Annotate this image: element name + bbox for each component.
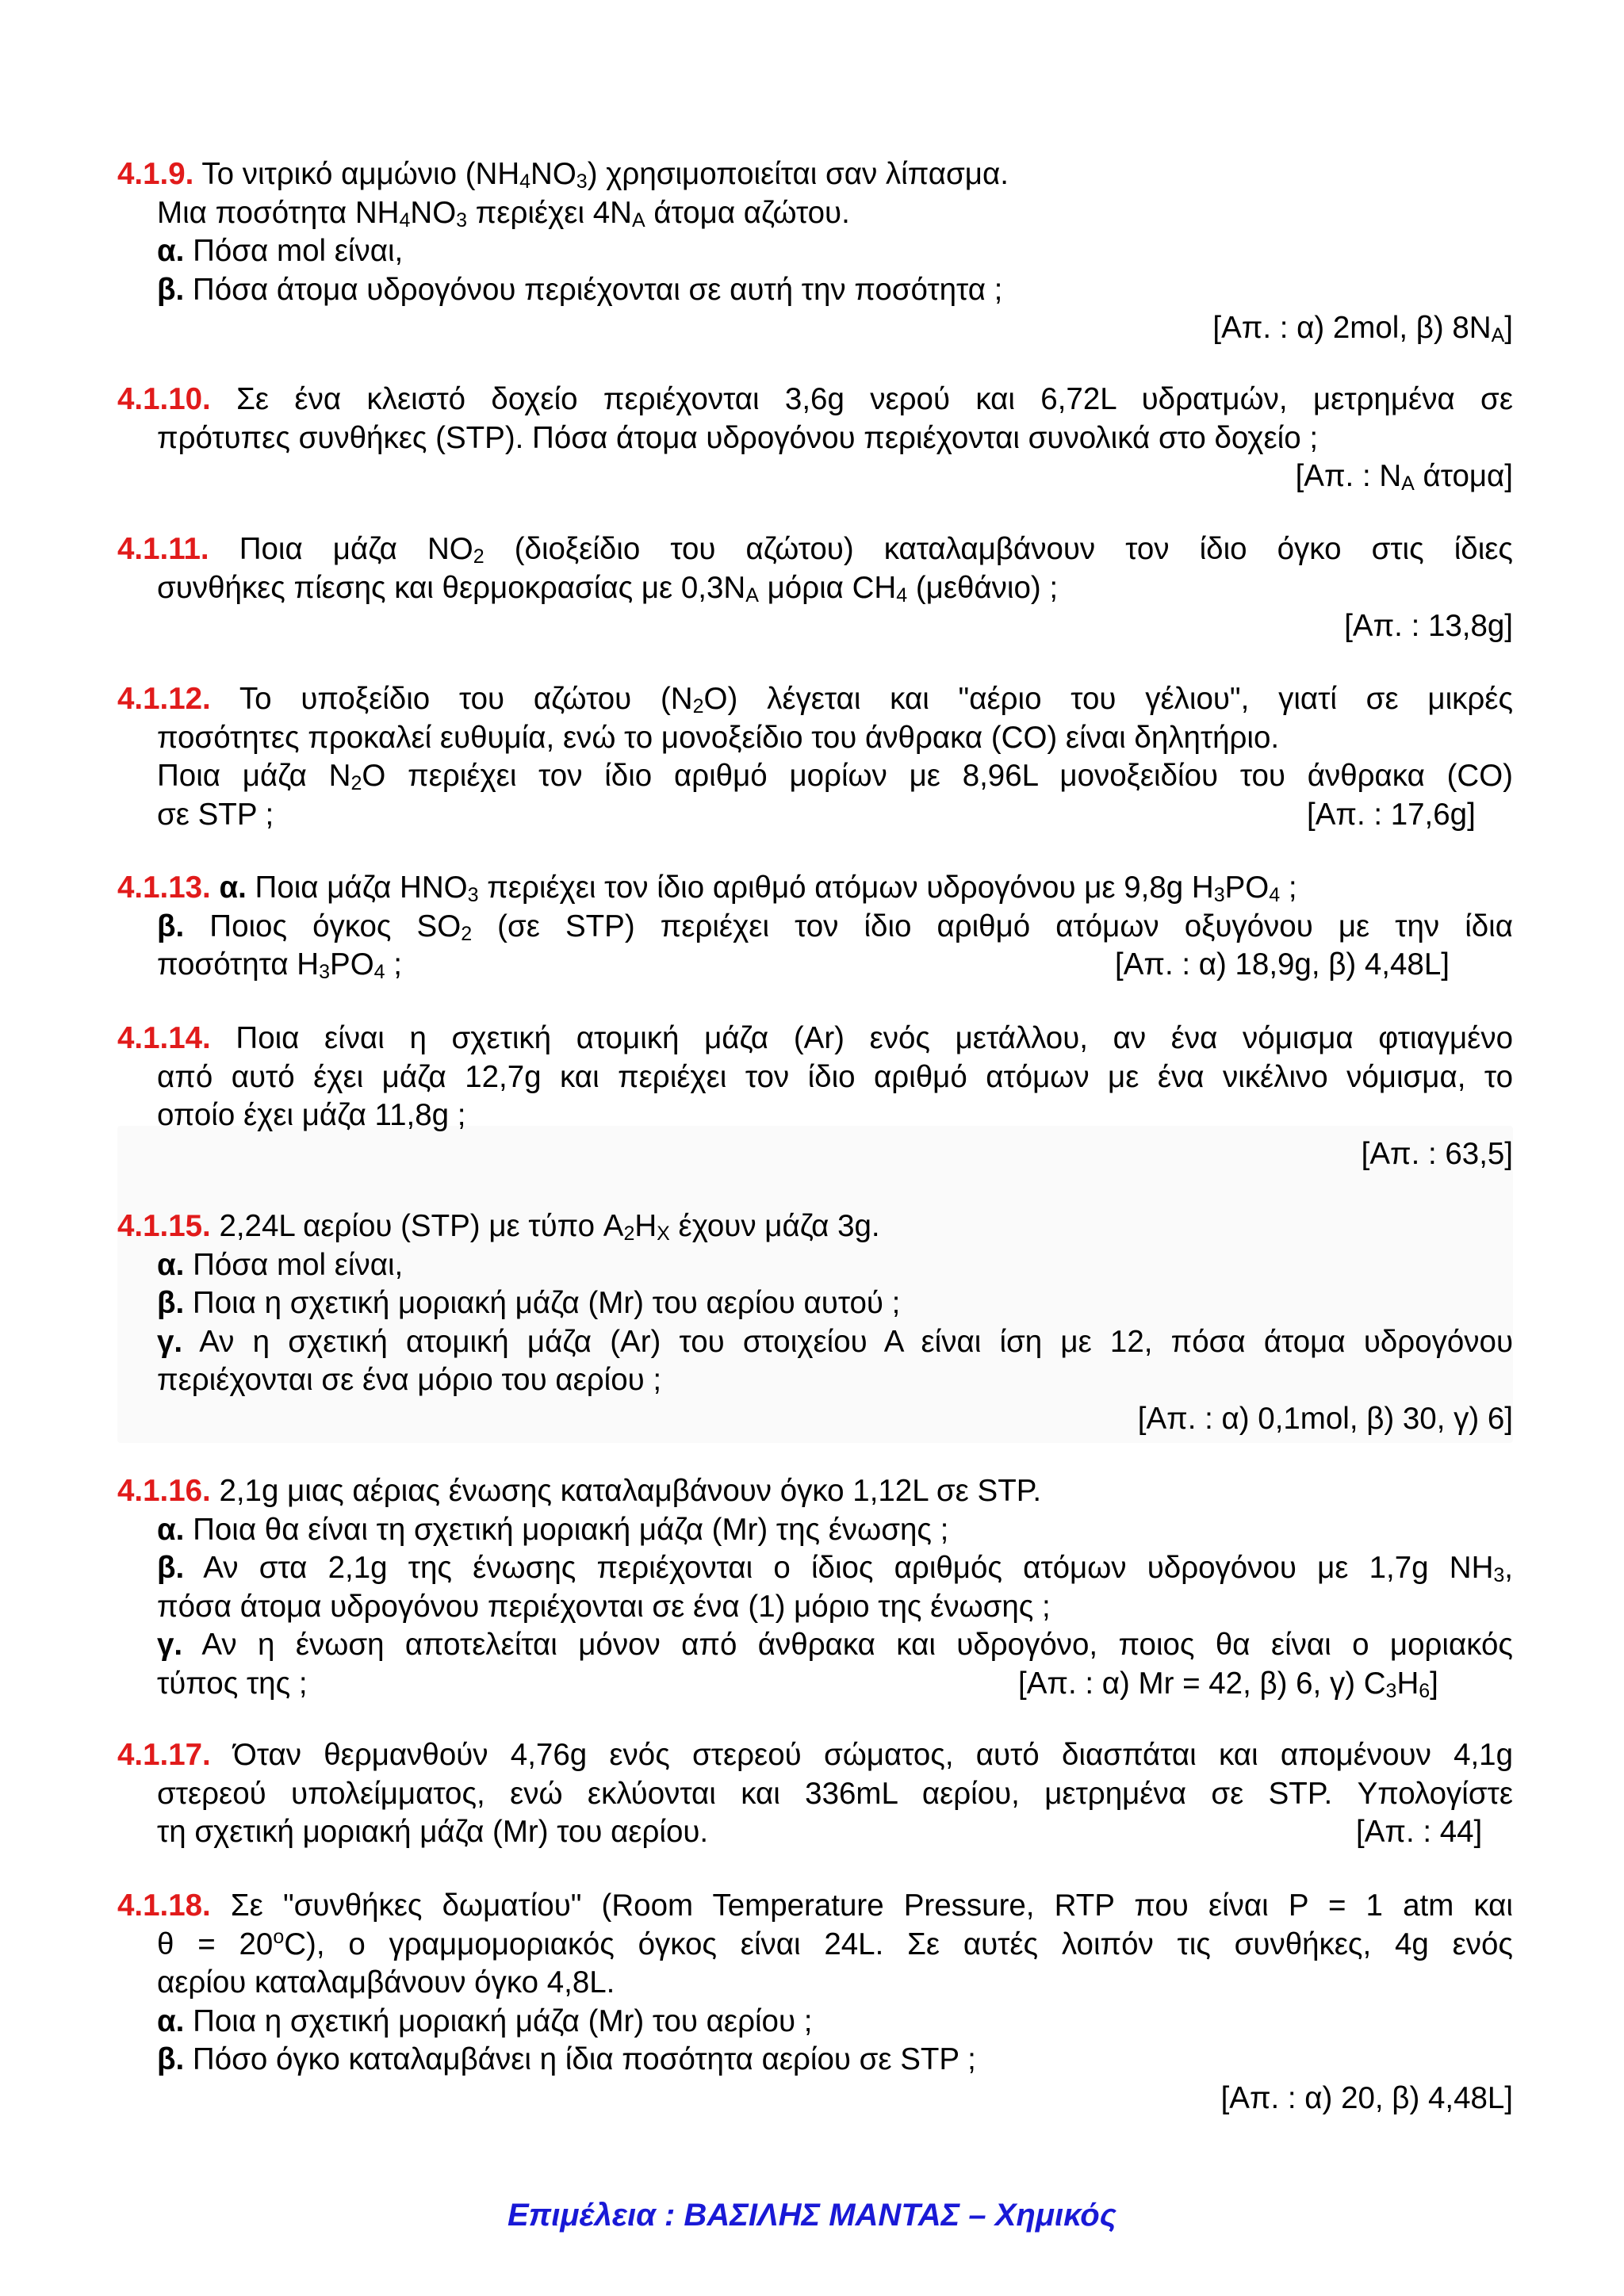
text-run: Πόσο όγκο καταλαμβάνει η ίδια ποσότητα αερίου σε STP ; [192, 2042, 976, 2076]
text-run: ] [1430, 1666, 1438, 1701]
text-run: θ = 20 [157, 1927, 274, 1961]
subscript: X [657, 1223, 670, 1245]
text-run: Μια ποσότητα NH [157, 195, 400, 230]
line-text [157, 1098, 465, 1132]
subscript: 2 [473, 545, 485, 568]
exercise-number: 4.1.11. [117, 532, 209, 566]
text-run: O) λέγεται και "αέριο του γέλιου", γιατί σε μικρές [703, 682, 1513, 716]
exercise-line [117, 908, 1513, 947]
subscript: 2 [623, 1223, 635, 1245]
subscript: 3 [319, 961, 331, 983]
exercise-line [117, 271, 1513, 310]
answer-key [1296, 457, 1513, 496]
line-text [201, 157, 1009, 191]
exercise-first-line [117, 680, 1513, 719]
exercise-first-line [117, 381, 1513, 419]
text-run: Πόσα mol είναι, [193, 234, 404, 268]
exercise-number: 4.1.18. [117, 1888, 211, 1923]
answer-key [1018, 1665, 1438, 1704]
text-run: ] [1504, 311, 1513, 345]
text-run: [Απ. : α) 2mol, β) 8N [1212, 311, 1492, 345]
subscript: 3 [1493, 1564, 1505, 1586]
line-text [193, 1248, 403, 1282]
line-text [157, 1965, 615, 1999]
exercise-line [117, 2003, 1513, 2042]
line-text [193, 1286, 900, 1320]
text-run: 2,1g μιας αέριας ένωσης καταλαμβάνουν όγκο 1,12L σε STP. [219, 1474, 1042, 1508]
text-run: [Απ. : α) 18,9g, β) 4,48L] [1115, 947, 1450, 982]
subscript: 2 [692, 695, 704, 718]
subscript: 3 [1213, 884, 1225, 906]
text-run: ; [1280, 871, 1297, 905]
text-run: πόσα άτομα υδρογόνου περιέχονται σε ένα (1) μόριο της ένωσης ; [157, 1589, 1051, 1624]
superscript: o [273, 1925, 285, 1948]
text-run: [Απ. : 63,5] [1361, 1136, 1513, 1171]
text-run: άτομα] [1414, 459, 1513, 493]
answer-line [117, 607, 1513, 646]
exercise-line [117, 757, 1513, 796]
question-label: β. [157, 1286, 185, 1320]
line-text [219, 1474, 1041, 1508]
text-run: Όταν θερμανθούν 4,76g ενός στερεού σώματος, αυτό διασπάται και απομένουν 4,1g [233, 1738, 1513, 1772]
line-text [193, 1513, 948, 1547]
line-text [236, 1021, 1513, 1055]
exercise-4-1-17 [117, 1736, 1513, 1852]
text-run: [Απ. : 13,8g] [1344, 609, 1513, 643]
line-text [219, 1209, 879, 1243]
line-text [157, 571, 1058, 605]
text-run: από αυτό έχει μάζα 12,7g και περιέχει τον ίδιο αριθμό ατόμων με ένα νικέλινο νόμισμα, το [157, 1059, 1513, 1094]
text-run: Ποια η σχετική μοριακή μάζα (Mr) του αερίου αυτού ; [192, 1286, 901, 1320]
text-run: [Απ. : α) 20, β) 4,48L] [1220, 2080, 1513, 2115]
answer-key [1212, 309, 1513, 348]
exercise-first-line [117, 1207, 1513, 1246]
text-run: έχουν μάζα 3g. [669, 1209, 880, 1243]
exercise-number: 4.1.12. [117, 682, 211, 716]
question-label: α. [157, 2003, 185, 2038]
answer-key [1356, 1813, 1482, 1852]
line-text [193, 273, 1002, 307]
exercise-line [117, 1058, 1513, 1097]
text-run: οποίο έχει μάζα 11,8g ; [157, 1098, 466, 1132]
line-text [233, 1738, 1513, 1772]
line-text [157, 798, 274, 832]
exercise-number: 4.1.9. [117, 157, 194, 191]
answer-line [117, 309, 1513, 348]
text-run: περιέχονται σε ένα μόριο του αερίου ; [157, 1363, 662, 1397]
text-run: συνθήκες πίεσης και θερμοκρασίας με 0,3N [157, 570, 746, 605]
line-text [209, 909, 1513, 943]
exercise-line [117, 1813, 1513, 1852]
subscript: 4 [399, 209, 411, 232]
subscript: 2 [461, 922, 473, 945]
text-run: Το υποξείδιο του αζώτου (N [239, 682, 693, 716]
exercise-line [117, 419, 1513, 458]
line-text [239, 682, 1513, 716]
exercise-4-1-10 [117, 381, 1513, 496]
line-text [201, 1628, 1513, 1662]
exercise-line [117, 1511, 1513, 1550]
text-run: Ποια μάζα N [157, 759, 351, 793]
text-run: [Απ. : N [1295, 459, 1402, 493]
subscript: 3 [576, 170, 588, 193]
line-text [193, 2042, 976, 2076]
exercise-line [117, 1665, 1513, 1704]
exercise-line [117, 569, 1513, 608]
exercise-line [117, 1549, 1513, 1588]
question-label: α. [219, 871, 247, 905]
question-label: β. [157, 909, 185, 943]
question-label: α. [157, 234, 185, 268]
text-run: Πόσα mol είναι, [193, 1247, 404, 1282]
text-run: PO [1224, 871, 1270, 905]
exercise-line [117, 1284, 1513, 1323]
exercise-line [117, 1096, 1513, 1135]
subscript: A [1491, 324, 1505, 346]
text-run: περιέχει τον ίδιο αριθμό ατόμων υδρογόνου με 9,8g H [478, 871, 1214, 905]
line-text [157, 1815, 708, 1849]
exercise-4-1-18 [117, 1887, 1513, 2118]
text-run: , [1504, 1551, 1513, 1585]
text-run: άτομα αζώτου. [645, 195, 850, 230]
text-run: Αν η σχετική ατομική μάζα (Ar) του στοιχείου Α είναι ίση με 12, πόσα άτομα υδρογόνου [199, 1324, 1513, 1359]
question-label: β. [157, 1551, 185, 1585]
subscript: A [745, 584, 759, 607]
exercise-first-line [117, 1736, 1513, 1775]
line-text [199, 1325, 1513, 1359]
question-label: γ. [157, 1628, 183, 1662]
exercise-first-line [117, 1020, 1513, 1058]
text-run: περιέχει 4N [467, 195, 632, 230]
text-run: Το νιτρικό αμμώνιο (NH [201, 157, 520, 191]
subscript: 4 [896, 584, 908, 607]
subscript: A [631, 209, 645, 232]
answer-key [1221, 2080, 1513, 2118]
line-text [255, 871, 1297, 905]
line-text [157, 759, 1513, 793]
subscript: 6 [1419, 1679, 1431, 1702]
line-text [157, 196, 850, 230]
text-run: στερεού υπολείμματος, ενώ εκλύονται και 336mL αερίου, μετρημένα σε STP. Υπολογίστε [157, 1776, 1513, 1811]
line-text [157, 1590, 1051, 1624]
text-run: Ποια θα είναι τη σχετική μοριακή μάζα (Mr) της ένωσης ; [193, 1512, 949, 1547]
text-run: ; [385, 947, 402, 982]
text-run: τύπος της ; [157, 1666, 308, 1701]
exercise-line [117, 1964, 1513, 2003]
exercise-first-line [117, 530, 1513, 569]
line-text [157, 1363, 661, 1397]
answer-line [117, 1400, 1513, 1439]
text-run: C), ο γραμμομοριακός όγκος είναι 24L. Σε αυτές λοιπόν τις συνθήκες, 4g ενός [284, 1927, 1513, 1961]
text-run: ) χρησιμοποιείται σαν λίπασμα. [587, 157, 1009, 191]
exercise-line [117, 2041, 1513, 2080]
text-run: σε STP ; [157, 797, 274, 832]
answer-key [1344, 607, 1513, 646]
text-run: [Απ. : 44] [1356, 1815, 1483, 1849]
answer-line [117, 2080, 1513, 2118]
text-run: (μεθάνιο) ; [907, 570, 1059, 605]
line-text [157, 947, 402, 982]
text-run: μόρια CH [758, 570, 897, 605]
text-run: NO [410, 195, 457, 230]
subscript: 2 [350, 772, 362, 794]
text-run: Σε "συνθήκες δωματίου" (Room Temperature Pressure, RTP που είναι P = 1 atm και [230, 1888, 1513, 1923]
text-run: [Απ. : α) 0,1mol, β) 30, γ) 6] [1137, 1401, 1513, 1436]
text-run: 2,24L αερίου (STP) με τύπο A [219, 1209, 624, 1243]
question-label: β. [157, 272, 185, 307]
text-run: Αν στα 2,1g της ένωσης περιέχονται ο ίδιος αριθμός ατόμων υδρογόνου με 1,7g NH [203, 1551, 1494, 1585]
text-run: ποσότητα H [157, 947, 320, 982]
question-label: β. [157, 2042, 185, 2076]
exercise-line [117, 1361, 1513, 1400]
text-run: ποσότητες προκαλεί ευθυμία, ενώ το μονοξείδιο του άνθρακα (CO) είναι δηλητήριο. [157, 720, 1280, 755]
exercise-4-1-9 [117, 155, 1513, 348]
exercise-number: 4.1.10. [117, 382, 211, 416]
subscript: 3 [467, 884, 479, 906]
answer-key [1307, 796, 1476, 835]
exercise-4-1-14 [117, 1020, 1513, 1173]
subscript: 4 [1269, 884, 1281, 906]
text-run: Ποια μάζα NO [239, 532, 473, 566]
answer-line [117, 457, 1513, 496]
exercise-first-line [117, 1472, 1513, 1511]
exercise-4-1-16 [117, 1472, 1513, 1703]
line-text [157, 421, 1318, 455]
text-run: Αν η ένωση αποτελείται μόνον από άνθρακα και υδρογόνο, ποιος θα είναι ο μοριακός [201, 1628, 1513, 1662]
answer-key [1138, 1400, 1513, 1439]
exercise-4-1-15 [117, 1207, 1513, 1438]
subscript: 3 [456, 209, 468, 232]
exercise-number: 4.1.15. [117, 1209, 211, 1243]
exercise-number: 4.1.17. [117, 1738, 211, 1772]
line-text [203, 1551, 1513, 1585]
text-run: Πόσα άτομα υδρογόνου περιέχονται σε αυτή την ποσότητα ; [192, 272, 1003, 307]
exercise-line [117, 796, 1513, 835]
exercise-line [117, 1588, 1513, 1627]
text-run: O περιέχει τον ίδιο αριθμό μορίων με 8,96L μονοξειδίου του άνθρακα (CO) [362, 759, 1513, 793]
text-run: πρότυπες συνθήκες (STP). Πόσα άτομα υδρογόνου περιέχονται συνολικά στο δοχείο ; [157, 420, 1319, 455]
footer-credit: Επιμέλεια : ΒΑΣΙΛΗΣ ΜΑΝΤΑΣ – Χημικός [508, 2198, 1116, 2233]
text-run: Ποια είναι η σχετική ατομική μάζα (Ar) ενός μετάλλου, αν ένα νόμισμα φτιαγμένο [236, 1021, 1513, 1055]
subscript: 4 [519, 170, 531, 193]
exercise-line [117, 719, 1513, 758]
exercise-line [117, 1626, 1513, 1665]
exercise-line [117, 194, 1513, 233]
line-text [157, 721, 1279, 755]
subscript: A [1401, 473, 1415, 495]
exercise-4-1-11 [117, 530, 1513, 646]
exercise-first-line [117, 869, 1513, 908]
line-text [239, 532, 1513, 566]
text-run: PO [330, 947, 374, 982]
answer-line [117, 1135, 1513, 1174]
exercise-line [117, 946, 1513, 985]
exercise-4-1-12 [117, 680, 1513, 834]
exercise-number: 4.1.14. [117, 1021, 211, 1055]
line-text [193, 234, 403, 268]
line-text [157, 1927, 1513, 1961]
text-run: (διοξείδιο του αζώτου) καταλαμβάνουν τον ίδιο όγκο στις ίδιες [484, 532, 1513, 566]
text-run: H [1396, 1666, 1419, 1701]
line-text [193, 2004, 812, 2038]
answer-key [1115, 946, 1450, 985]
question-label: α. [157, 1247, 185, 1282]
exercise-first-line [117, 155, 1513, 194]
exercise-number: 4.1.13. [117, 871, 211, 905]
text-run: H [634, 1209, 657, 1243]
exercise-first-line [117, 1887, 1513, 1926]
text-run: [Απ. : 17,6g] [1307, 797, 1476, 832]
line-text [157, 1060, 1513, 1094]
line-text [157, 1667, 308, 1701]
text-run: τη σχετική μοριακή μάζα (Mr) του αερίου. [157, 1815, 709, 1849]
answer-key [1362, 1135, 1513, 1174]
exercise-line [117, 1926, 1513, 1965]
exercise-4-1-13 [117, 869, 1513, 985]
text-run: Ποιος όγκος SO [209, 909, 462, 943]
text-run: NO [530, 157, 576, 191]
text-run: αερίου καταλαμβάνουν όγκο 4,8L. [157, 1965, 615, 1999]
text-run: Ποια η σχετική μοριακή μάζα (Mr) του αερίου ; [193, 2003, 813, 2038]
text-run: (σε STP) περιέχει τον ίδιο αριθμό ατόμων οξυγόνου με την ίδια [472, 909, 1513, 943]
line-text [231, 1888, 1513, 1923]
question-label: α. [157, 1512, 185, 1547]
subscript: 3 [1385, 1679, 1397, 1702]
line-text [236, 382, 1513, 416]
text-run: Ποια μάζα HNO [255, 871, 468, 905]
subscript: 4 [373, 961, 385, 983]
exercise-line [117, 1246, 1513, 1285]
exercise-number: 4.1.16. [117, 1474, 211, 1508]
text-run: [Απ. : α) Mr = 42, β) 6, γ) C [1018, 1666, 1386, 1701]
question-label: γ. [157, 1324, 183, 1359]
exercise-line [117, 1775, 1513, 1814]
exercise-line [117, 232, 1513, 271]
exercise-line [117, 1323, 1513, 1362]
text-run: Σε ένα κλειστό δοχείο περιέχονται 3,6g νερού και 6,72L υδρατμών, μετρημένα σε [236, 382, 1513, 416]
line-text [157, 1777, 1513, 1811]
